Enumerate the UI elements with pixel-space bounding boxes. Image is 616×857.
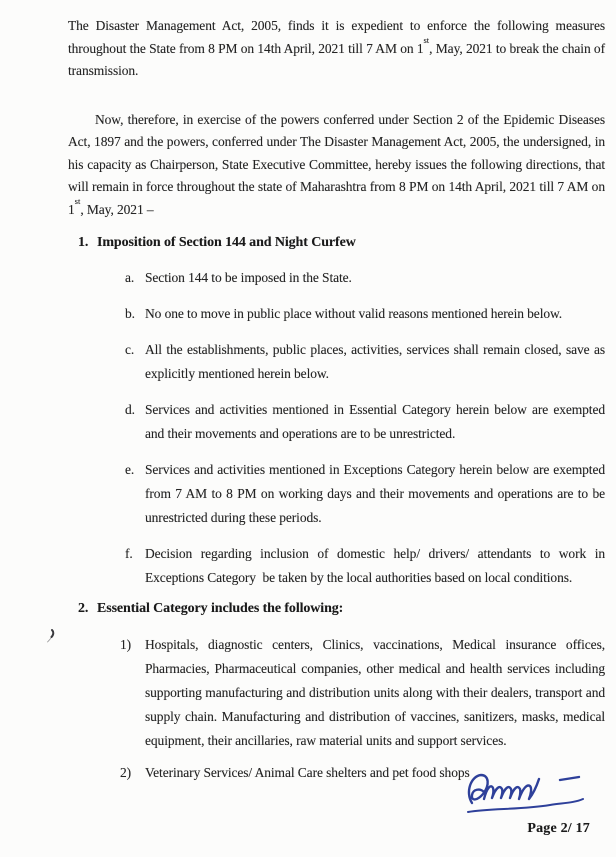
page-number: Page 2/ 17 bbox=[527, 821, 590, 836]
list-item-text: Section 144 to be imposed in the State. bbox=[145, 270, 352, 285]
list-item-label: 2) bbox=[120, 765, 132, 780]
list-item-label: d. bbox=[125, 402, 135, 417]
paragraph-text: , May, 2021 – bbox=[80, 201, 154, 217]
list-item-a bbox=[68, 266, 605, 290]
paragraph-text: , May, 2021 to break the chain of transmission. bbox=[68, 40, 605, 78]
page-content bbox=[68, 15, 605, 785]
list-item-text: Services and activities mentioned in Essential Category herein below are exempted and their movements and operations are to be unrestricted. bbox=[145, 402, 605, 441]
paragraph-text: Now, therefore, in exercise of the powers conferred under Section 2 of the Epidemic Diseases Act, 1897 and the powers, conferred under The Disaster Management Act, 2005, the undersigned, in his capacity as Chairperson, State Executive Committee, hereby issues the following directions, that will remain in force throughout the state of Maharashtra from 8 PM on 14th April, 2021 till 7 AM on 1 bbox=[68, 111, 605, 217]
paragraph-text: The Disaster Management Act, 2005, finds it is expedient to enforce the following measures throughout the State from 8 PM on 14th April, 2021 till 7 AM on 1 bbox=[68, 18, 605, 56]
list-item-label: b. bbox=[125, 306, 135, 321]
list-item-text: All the establishments, public places, activities, services shall remain closed, save as explicitly mentioned herein below. bbox=[145, 342, 605, 381]
list-item-text: Hospitals, diagnostic centers, Clinics, vaccinations, Medical insurance offices, Pharmacies, Pharmaceutical companies, other medical and health services including supporting manufacturing and distribution units along with their dealers, transport and supply chain. Manufacturing and distribution of vaccines, sanitizers, masks, medical equipment, their ancillaries, raw material units and support services. bbox=[145, 637, 605, 748]
section-title: Imposition of Section 144 and Night Curfew bbox=[97, 235, 356, 250]
list-item-text: Services and activities mentioned in Exceptions Category herein below are exempted from 7 AM to 8 PM on working days and their movements and operations are to be unrestricted during these periods. bbox=[145, 462, 605, 525]
section-number: 2. bbox=[78, 601, 89, 616]
signature-ink bbox=[462, 772, 590, 816]
section-1-heading bbox=[68, 232, 605, 254]
list-item-label: 1) bbox=[120, 637, 132, 652]
list-item-c bbox=[68, 338, 605, 386]
list-item-text: Veterinary Services/ Animal Care shelters and pet food shops bbox=[145, 765, 470, 780]
list-item-label: a. bbox=[125, 270, 135, 285]
signature-strokes bbox=[468, 775, 583, 812]
paragraph-continuation bbox=[68, 15, 605, 83]
section-number: 1. bbox=[78, 235, 89, 250]
list-item-f bbox=[68, 542, 605, 590]
list-item-label: f. bbox=[125, 546, 133, 561]
ink-mark bbox=[46, 628, 56, 646]
list-item-b bbox=[68, 302, 605, 326]
ordinal-superscript: st bbox=[423, 35, 430, 45]
list-item-text: Decision regarding inclusion of domestic help/ drivers/ attendants to work in Exceptions Category be taken by the local authorities based on local conditions. bbox=[145, 546, 605, 585]
list-item-d bbox=[68, 398, 605, 446]
list-item-e bbox=[68, 458, 605, 530]
ordinal-superscript: st bbox=[74, 196, 81, 206]
section-2-heading bbox=[68, 598, 605, 620]
list-item-text: No one to move in public place without valid reasons mentioned herein below. bbox=[145, 306, 563, 321]
paragraph-directions bbox=[68, 109, 605, 222]
list-item-label: e. bbox=[125, 462, 135, 477]
list-item-1 bbox=[68, 633, 605, 753]
section-title: Essential Category includes the following: bbox=[97, 601, 344, 616]
list-item-label: c. bbox=[125, 342, 135, 357]
